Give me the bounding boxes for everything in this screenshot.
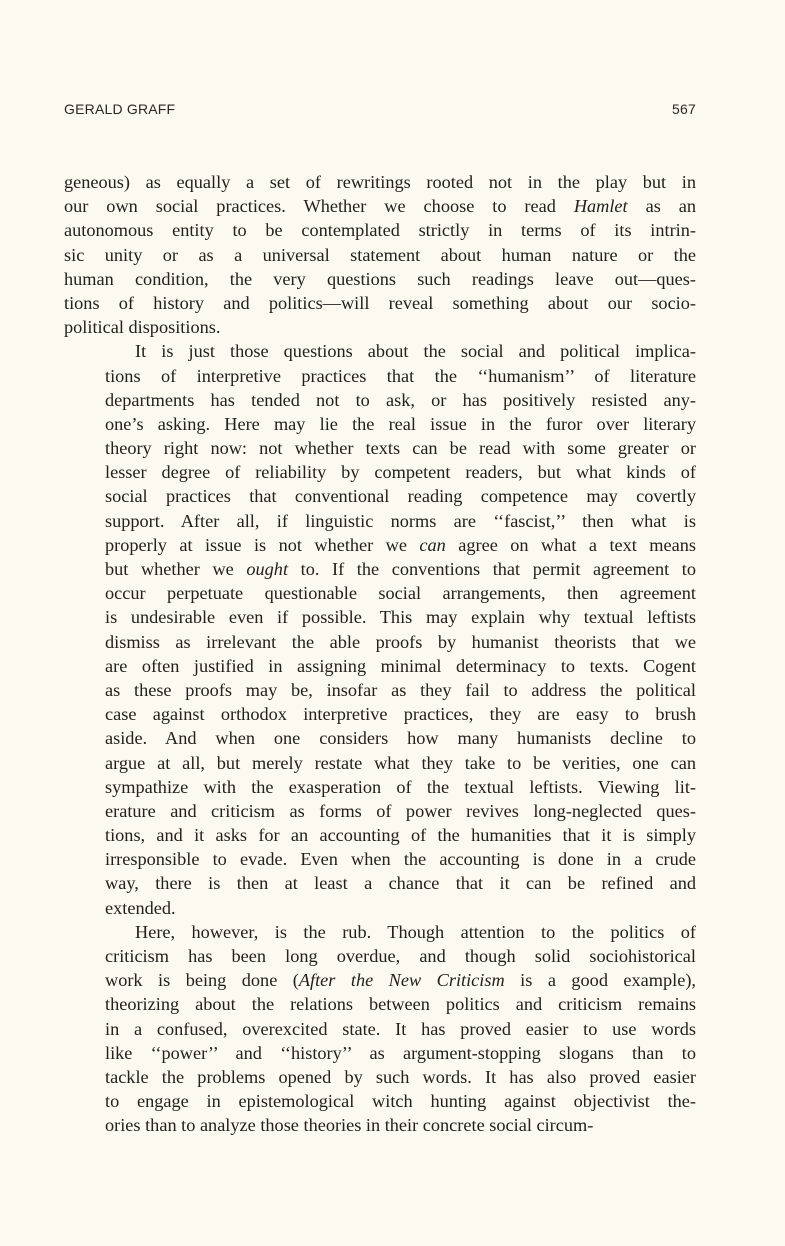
paragraph [64, 920, 696, 1138]
text-line [64, 1041, 696, 1065]
text-line [64, 1113, 696, 1137]
text-line [64, 1089, 696, 1113]
text-segment: aside. And when one considers how many humanists decline to [105, 728, 696, 749]
text-segment: Here, however, is the rub. Though attention to the politics of [135, 921, 696, 942]
text-segment: geneous) as equally a set of rewritings rooted not in the play but in [64, 172, 696, 192]
text-segment: criticism has been long overdue, and though solid sociohistorical [105, 946, 696, 966]
text-line [64, 871, 696, 895]
text-segment: to. If the conventions that permit agreement to [288, 559, 696, 579]
text-segment: way, there is then at least a chance that it can be refined and [105, 873, 696, 894]
paragraph [64, 170, 696, 339]
text-segment: agree on what a text means [445, 534, 696, 555]
text-line [64, 509, 696, 533]
text-segment: sympathize with the exasperation of the textual leftists. Viewing lit- [105, 776, 696, 797]
text-line [64, 364, 696, 388]
text-segment: argue at all, but merely restate what they take to be verities, one can [105, 752, 696, 773]
text-segment: political dispositions. [64, 317, 221, 338]
text-line [64, 315, 696, 339]
text-line [64, 218, 696, 242]
text-line [64, 702, 696, 726]
text-segment: tions of interpretive practices that the ‘‘humanism’’ of literature [105, 365, 696, 386]
text-line [64, 678, 696, 702]
text-line [64, 436, 696, 460]
text-line [64, 533, 696, 557]
text-line [64, 557, 696, 581]
page-number: 567 [672, 101, 696, 117]
running-head [64, 101, 696, 123]
text-segment: but whether we [105, 559, 247, 579]
text-segment: sic unity or as a universal statement about human nature or the [64, 244, 696, 265]
text-line [64, 799, 696, 823]
text-line [64, 605, 696, 629]
italic-text: After the New Criticism [298, 970, 505, 991]
paragraph [64, 339, 696, 920]
text-segment: as an [627, 196, 696, 217]
text-segment: tions of history and politics—will reveal something about our socio- [64, 292, 696, 313]
text-line [64, 775, 696, 799]
text-line [64, 847, 696, 871]
text-line [64, 412, 696, 436]
text-segment: irresponsible to evade. Even when the accounting is done in a crude [105, 849, 696, 870]
text-line [64, 654, 696, 678]
text-segment: theorizing about the relations between politics and criticism remains [105, 994, 696, 1015]
text-segment: our own social practices. Whether we choose to read [64, 196, 574, 217]
text-segment: are often justified in assigning minimal determinacy to texts. Cogent [105, 655, 696, 676]
text-segment: is undesirable even if possible. This may explain why textual leftists [105, 607, 696, 628]
text-segment: case against orthodox interpretive practices, they are easy to brush [105, 704, 696, 725]
text-line [64, 243, 696, 267]
text-segment: like ‘‘power’’ and ‘‘history’’ as argument-stopping slogans than to [105, 1042, 696, 1063]
text-segment: human condition, the very questions such readings leave out—ques- [64, 268, 696, 289]
text-line [64, 751, 696, 775]
text-line [64, 339, 696, 363]
text-segment: extended. [105, 897, 176, 918]
text-line [64, 992, 696, 1016]
text-segment: dismiss as irrelevant the able proofs by humanist theorists that we [105, 631, 696, 652]
text-segment: ories than to analyze those theories in their concrete social circum- [105, 1115, 594, 1136]
text-line [64, 630, 696, 654]
text-line [64, 581, 696, 605]
text-line [64, 823, 696, 847]
text-segment: tackle the problems opened by such words. It has also proved easier [105, 1066, 696, 1087]
text-line [64, 896, 696, 920]
text-line [64, 1017, 696, 1041]
text-segment: social practices that conventional reading competence may covertly [105, 486, 696, 507]
text-line [64, 388, 696, 412]
text-segment: work is being done ( [105, 970, 299, 991]
text-line [64, 726, 696, 750]
text-segment: erature and criticism as forms of power revives long-neglected ques- [105, 800, 696, 821]
running-head-author: GERALD GRAFF [64, 101, 176, 117]
text-segment: to engage in epistemological witch hunting against objectivist the- [105, 1091, 696, 1112]
italic-text: Hamlet [573, 196, 628, 217]
text-line [64, 920, 696, 944]
text-line [64, 968, 696, 992]
text-segment: lesser degree of reliability by competent readers, but what kinds of [105, 462, 696, 483]
text-segment: properly at issue is not whether we [105, 534, 420, 555]
text-segment: occur perpetuate questionable social arrangements, then agreement [105, 583, 696, 604]
text-line [64, 1065, 696, 1089]
text-segment: as these proofs may be, insofar as they fail to address the political [105, 679, 696, 700]
text-line [64, 170, 696, 194]
text-line [64, 944, 696, 968]
text-segment: support. After all, if linguistic norms are ‘‘fascist,’’ then what is [105, 510, 696, 531]
text-segment: tions, and it asks for an accounting of the humanities that it is simply [105, 825, 696, 846]
text-segment: is a good example), [504, 970, 697, 991]
text-line [64, 484, 696, 508]
italic-text: ought [246, 559, 289, 579]
italic-text: can [419, 534, 446, 555]
text-line [64, 267, 696, 291]
text-line [64, 291, 696, 315]
text-line [64, 194, 696, 218]
text-segment: theory right now: not whether texts can be read with some greater or [105, 438, 696, 459]
text-segment: one’s asking. Here may lie the real issue in the furor over literary [105, 413, 696, 434]
body-text [64, 170, 696, 1138]
text-segment: in a confused, overexcited state. It has proved easier to use words [105, 1018, 696, 1039]
text-segment: autonomous entity to be contemplated strictly in terms of its intrin- [64, 220, 696, 241]
text-segment: It is just those questions about the social and political implica- [135, 341, 696, 362]
text-segment: departments has tended not to ask, or has positively resisted any- [105, 389, 696, 410]
text-line [64, 460, 696, 484]
